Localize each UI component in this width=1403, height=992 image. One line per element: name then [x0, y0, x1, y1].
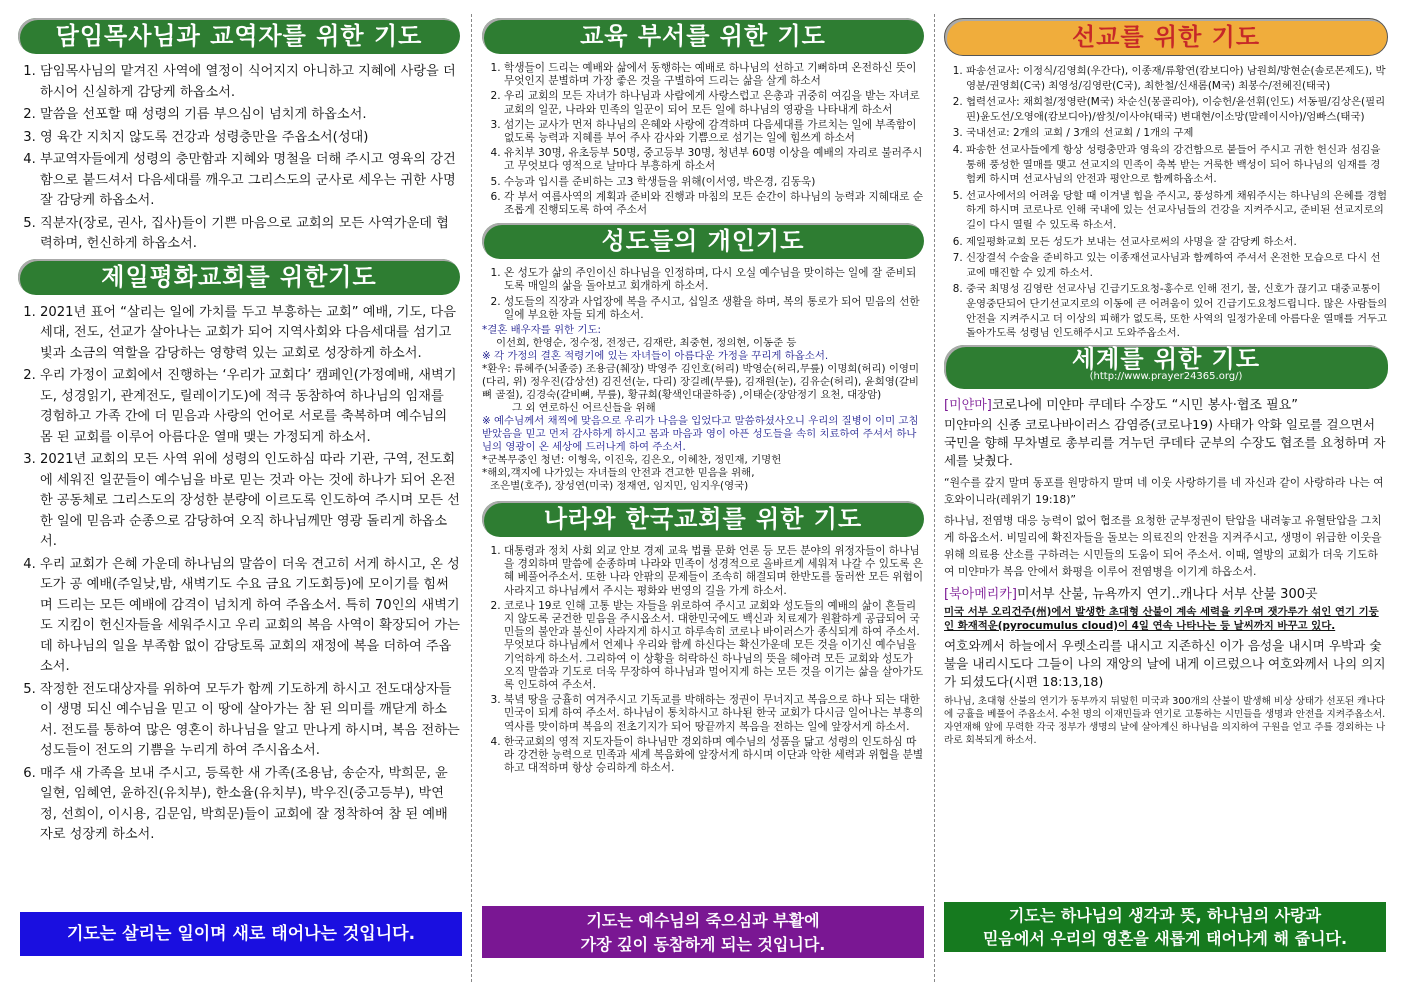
news-namerica-title: [944, 586, 1388, 603]
list-item: 1. 담임목사님의 맡겨진 사역에 열정이 식어지지 아니하고 지혜에 사랑을 더하시어 신실하게 감당케 하옵소서.: [40, 62, 460, 103]
list-item: 2. 협력선교사: 채희철/정영란(M국) 차순신(몽골리아), 이승헌/윤선휘(인도) 서동필/김상은(필리핀)윤도선/오영애(캄보디아)/쌈칫/이사야(태국) 변대현/이소망(말레이시아)/엄빠스(태국): [966, 95, 1388, 124]
list-item: 8. 중국 최명성 김영란 선교사님 긴급기도요청-홍수로 인해 전기, 물, 신호가 끊기고 대중교통이 운영중단되어 단기선교지로의 이동에 큰 어려움이 있어 긴급기도요청드립니다. 많은 사람들의 안전을 지켜주시고 더 이상의 피해가 없도록, 또한 사역의 일정가운데 아름다운 열매를 거두고 돌아가도록 성령님 인도해주시고 도와주옵소서.: [966, 282, 1388, 340]
column-middle: [482, 18, 924, 778]
list-item: 4. 한국교회의 영적 지도자들이 하나님만 경외하며 예수님의 성품을 닮고 성령의 인도하심 따라 강건한 능력으로 민족과 세계 복음화에 앞장서게 하시며 이단과 악한 세력과 위협을 분별하고 대적하며 항상 승리하게 하소서.: [504, 736, 924, 776]
heading-world-title: 세계를 위한 기도: [1072, 344, 1260, 373]
heading-world-prayer: [944, 345, 1388, 389]
list-item: 3. 2021년 교회의 모든 사역 위에 성령의 인도하심 따라 기관, 구역, 전도회에 세워진 일꾼들이 예수님을 바로 믿는 것과 아는 것에 하나가 되어 온전한 공동체로 그리스도의 장성한 분량에 이르도록 인도하여 주시며 모든 선한 일에 믿음과 순종으로 감당하여 오직 하나님께만 영광 돌리게 하옵소서.: [40, 450, 460, 553]
note-line: ※ 각 가정의 결혼 적령기에 있는 자녀들이 아름다운 가정을 꾸리게 하옵소서.: [482, 350, 829, 363]
pastors-prayer-list: [18, 62, 460, 255]
news-verse: “원수를 갚지 말며 동포를 원망하지 말며 네 이웃 사랑하기를 네 자신과 같이 사랑하라 나는 여호와이니라(레위기 19:18)”: [944, 475, 1384, 506]
news-verse: 여호와께서 하늘에서 우렛소리를 내시고 지존하신 이가 음성을 내시며 우박과 숯불을 내리시도다 그들이 나의 재앙의 날에 내게 이르렀으나 여호와께서 나의 의지가 되셨도다(시편 18:13,18): [944, 637, 1386, 689]
list-item: 2. 코로나 19로 인해 고통 받는 자들을 위로하여 주시고 교회와 성도들의 예배의 삶이 흔들리지 않도록 굳건한 믿음을 주시옵소서. 대한민국에도 백신과 치료제가 원활하게 공급되어 국민들의 불안과 불신이 사라지게 하시고 하루속히 코로나 바이러스가 종식되게 하여 주소서. 무엇보다 하나님께서 언제나 우리와 함께 하신다는 확신가운데 모든 것을 이기신 예수님을 기억하게 하소서. 그리하여 이 상황을 허락하신 하나님의 뜻을 헤아려 모든 교회와 성도가 오직 말씀과 기도로 더욱 무장하여 하나님과 멀어지게 하는 모든 것을 이기는 삶을 살아가도록 인도하여 주소서.: [504, 600, 924, 692]
list-item: 3. 북녘 땅을 긍휼히 여겨주시고 기독교를 박해하는 정권이 무너지고 복음으로 하나 되는 대한민국이 되게 하여 주소서. 하나님이 통치하시고 하나된 한국 교회가 다시금 일어나는 부흥의 역사를 맞이하며 복음의 전초기지가 되어 땅끝까지 복음을 전하는 일에 앞장서게 하소서.: [504, 694, 924, 734]
heading-church-prayer: 제일평화교회를 위한기도: [18, 259, 460, 295]
list-item: 2. 말씀을 선포할 때 성령의 기름 부으심이 넘치게 하옵소서.: [40, 105, 460, 126]
education-prayer-list: [482, 62, 924, 217]
list-item: 1. 대통령과 정치 사회 외교 안보 경제 교육 법률 문화 언론 등 모든 분야의 위정자들이 하나님을 경외하며 말씀에 순종하며 나라와 민족이 성경적으로 올바르게 세워져 나갈 수 있도록 은혜 베풀어주소서. 또한 나라 안팎의 문제들이 조속히 해결되며 한반도를 둘러싼 모든 위험이 사라지고 하나님께서 주시는 평화와 번영의 길을 가게 하소서.: [504, 545, 924, 598]
note-line: ※ 예수님께서 채찍에 맞음으로 우리가 나음을 입었다고 말씀하셨사오니 우리의 질병이 이미 고침 받았음을 믿고 먼저 감사하게 하시고 몸과 마음과 영이 아픈 성도들을 속히 치료하여 주셔서 하나님의 영광이 온 세상에 드러나게 하여 주소서.: [482, 415, 919, 454]
column-left: [18, 18, 460, 848]
column-divider: [934, 14, 935, 982]
news-myanmar-title: [944, 397, 1388, 414]
list-item: 2. 우리 교회의 모든 자녀가 하나님과 사람에게 사랑스럽고 은총과 귀중히 여김을 받는 자녀로 교회의 일꾼, 나라와 민족의 일꾼이 되어 모든 일에 하나님의 영광을 나타내게 하소서: [504, 90, 924, 116]
news-prayer: 하나님, 초대형 산불의 연기가 동부까지 뒤덮힌 미국과 300개의 산불이 발생해 비상 상태가 선포된 캐나다에 긍휼을 베풀어 주옵소서. 수천 명의 이재민들과 연기로 고통하는 시민들을 생명과 안전을 지켜주옵소서. 자연재해 앞에 무력한 각국 정부가 생명의 날에 살아계신 하나님을 의지하여 구원을 얻고 주를 경외하는 나라로 회복되게 하소서.: [944, 695, 1386, 746]
list-item: 6. 각 부서 여름사역의 계획과 준비와 진행과 마침의 모든 순간이 하나님의 능력과 지혜대로 순조롭게 진행되도록 하여 주소서: [504, 191, 924, 217]
list-item: 5. 작정한 전도대상자를 위하여 모두가 함께 기도하게 하시고 전도대상자들이 생명 되신 예수님을 믿고 이 땅에 살아가는 참 된 의미를 깨닫게 하소서. 전도를 통하여 많은 영혼이 하나님을 알고 만나게 하시며, 복음 전하는 성도들이 전도의 기쁨을 누리게 하여 주시옵소서.: [40, 680, 460, 762]
news-headline: 미서부 산불, 뉴욕까지 연기..캐나다 서부 산불 300곳: [1016, 586, 1318, 602]
list-item: 6. 매주 새 가족을 보내 주시고, 등록한 새 가족(조용남, 송순자, 박희문, 윤일현, 임혜연, 윤하진(유치부), 한소율(유치부), 박우진(중고등부), 박연정, 선희이, 이시용, 김문임, 박희문)들이 교회에 잘 정착하여 참 된 예배자로 성장케 하소서.: [40, 764, 460, 846]
footer-banner-left: 기도는 살리는 일이며 새로 태어나는 것입니다.: [20, 912, 462, 956]
list-item: 1. 온 성도가 삶의 주인이신 하나님을 인정하며, 다시 오실 예수님을 맞이하는 일에 잘 준비되도록 매일의 삶을 돌아보고 회개하게 하소서.: [504, 267, 924, 293]
note-line: 그 외 연로하신 어르신들을 위해: [512, 402, 656, 415]
list-item: 4. 파송한 선교사들에게 항상 성령충만과 영육의 강건함으로 붙들어 주시고 귀한 헌신과 섬김을 통해 풍성한 열매를 맺고 선교지의 민족이 축복 받는 거룩한 백성이 되어 하나님의 임재를 경험케 하시며 선교사님의 안전과 평안으로 함께하옵소서.: [966, 143, 1388, 187]
note-line: *환우: 류혜주(뇌졸증) 조용금(췌장) 박영주 김인호(허리) 박영순(허리,무릎) 이명희(허리) 이영미(다리, 위) 정우진(갑상선) 김진선(눈, 다리) 장길례(무릎), 김재원(눈), 김유순(허리), 윤희영(갈비뼈 골절), 김경숙(갈비뼈, 무릎), 황규희(황색인대골하증) ,이태순(장암정기 요천, 대장암): [482, 363, 919, 402]
list-item: 3. 섬기는 교사가 먼저 하나님의 은혜와 사랑에 감격하며 다음세대를 가르치는 일에 부족함이 없도록 능력과 지혜를 부어 주사 감사와 기쁨으로 섬기는 일에 힘쓰게 하소서: [504, 119, 924, 145]
church-prayer-list: [18, 303, 460, 846]
news-headline: 코로나에 미얀마 쿠데타 수장도 “시민 봉사·협조 필요”: [991, 397, 1298, 413]
banner-line: 기도는 예수님의 죽으심과 부활에: [586, 911, 820, 930]
note-line: *결혼 배우자를 위한 기도:: [482, 324, 601, 337]
list-item: 2. 성도들의 직장과 사업장에 복을 주시고, 십일조 생활을 하며, 복의 통로가 되어 믿음의 선한 일에 부요한 자들 되게 하소서.: [504, 296, 924, 322]
nation-prayer-list: [482, 545, 924, 775]
list-item: 2. 우리 가정이 교회에서 진행하는 ‘우리가 교회다’ 캠페인(가정예배, 새벽기도, 성경읽기, 관계전도, 릴레이기도)에 적극 동참하여 하나님의 임재를 경험하고 가족 간에 더 믿음과 사랑의 언어로 서로를 축복하며 예수님의 몸 된 교회를 이루어 아름다운 열매 맺는 가정되게 하소서.: [40, 366, 460, 448]
heading-mission-prayer: 선교를 위한 기도: [944, 18, 1388, 56]
note-line: *해외,객지에 나가있는 자녀들의 안전과 견고한 믿음을 위해,: [482, 467, 755, 480]
note-line: *군복무중인 청년: 이형욱, 이진욱, 김은오, 이혜찬, 정민재, 기명헌: [482, 454, 782, 467]
list-item: 3. 국내선교: 2개의 교회 / 3개의 선교회 / 1개의 구제: [966, 126, 1388, 141]
mission-prayer-list: [944, 64, 1388, 341]
list-item: 4. 유치부 30명, 유초등부 50명, 중고등부 30명, 청년부 60명 이상을 예배의 자리로 불러주시고 무엇보다 영적으로 날마다 부흥하게 하소서: [504, 147, 924, 173]
list-item: 1. 학생들이 드리는 예배와 삶에서 동행하는 예배로 하나님의 선하고 기뻐하며 온전하신 뜻이 무엇인지 분별하며 가장 좋은 것을 구별하여 드리는 삶을 살게 하소서: [504, 62, 924, 88]
list-item: 1. 파송선교사: 이정식/김영희(우간다), 이종재/류황연(캄보디아) 남원희/방현순(솔로몬제도), 박영분/권영희(C국) 최영성/김영란(C국), 최한철/신새롬(M국) 최봉수/전혜진(태국): [966, 64, 1388, 93]
list-item: 4. 우리 교회가 은혜 가운데 하나님의 말씀이 더욱 견고히 서게 하시고, 온 성도가 공 예배(주일낮,밤, 새벽기도 수요 금요 기도회등)에 모이기를 힘써며 드리는 모든 예배에 감격이 넘치게 하여 주옵소서. 특히 70인의 새벽기도 지킴이 헌신자들을 세워주시고 우리 교회의 복음 사역이 확장되어 가는데 하나님의 일을 부족함 없이 감당토록 교회의 재정에 복을 더하여 주옵소서.: [40, 555, 460, 678]
heading-nation-prayer: 나라와 한국교회를 위한 기도: [482, 501, 924, 537]
prayer-website-url: (http://www.prayer24365.org/): [1089, 370, 1243, 382]
news-tag: [북아메리카]: [944, 586, 1017, 602]
news-tag: [미얀마]: [944, 397, 992, 413]
note-line: 조은별(호주), 장성연(미국) 정재연, 임지민, 임지우(영국): [490, 480, 749, 493]
news-prayer: 하나님, 전염병 대응 능력이 없어 협조를 요청한 군부정권이 탄압을 내려놓고 유혈탄압을 그치게 하옵소서. 비밀리에 확진자들을 돌보는 의료진의 안전을 지켜주시고, 생명이 위급한 이웃을 위해 의료용 산소를 구하려는 시민들의 도움이 되어 주소서. 이때, 열방의 교회가 더욱 기도하여 미얀마가 복음 안에서 화평을 이루어 전염병을 이기게 하옵소서.: [944, 513, 1382, 578]
news-body: 미얀마의 신종 코로나바이러스 감염증(코로나19) 사태가 악화 일로를 걸으면서 국민을 향해 무차별로 총부리를 겨누던 쿠데타 군부의 수장도 협조를 요청하며 자세를 낮췄다.: [944, 416, 1386, 468]
footer-banner-middle: [482, 906, 924, 958]
list-item: 4. 부교역자들에게 성령의 충만함과 지혜와 명철을 더해 주시고 영육의 강건함으로 붙드셔서 다음세대를 깨우고 그리스도의 군사로 세우는 귀한 사명 잘 감당케 하옵소서.: [40, 150, 460, 212]
list-item: 1. 2021년 표어 “살리는 일에 가치를 두고 부흥하는 교회” 예배, 기도, 다음세대, 전도, 선교가 살아나는 교회가 되어 지역사회와 다음세대를 섬기고 빛과 소금의 역할을 감당하는 영향력 있는 교회로 성장하게 하소서.: [40, 303, 460, 365]
banner-line: 기도는 하나님의 생각과 뜻, 하나님의 사랑과: [1008, 906, 1322, 925]
list-item: 5. 선교사에서의 어려움 당할 때 이겨낼 힘을 주시고, 풍성하게 채워주시는 하나님의 은혜를 경험하게 하시며 코로나로 인해 국내에 있는 선교사님들의 건강을 지켜주시고, 준비된 선교지로의 길이 다시 열릴 수 있도록 하소서.: [966, 189, 1388, 233]
column-divider: [471, 14, 472, 982]
list-item: 3. 영 육간 지치지 않도록 건강과 성령충만을 주옵소서(성대): [40, 128, 460, 149]
list-item: 5. 수능과 입시를 준비하는 고3 학생들을 위해(이서영, 박은경, 김동욱): [504, 176, 924, 189]
note-line: 이선희, 한영순, 정수정, 전정근, 김재란, 최중현, 정의현, 이동준 등: [496, 337, 797, 350]
list-item: 6. 제일평화교회 모든 성도가 보내는 선교사로써의 사명을 잘 감당케 하소서.: [966, 235, 1388, 250]
list-item: 7. 신장결석 수술을 준비하고 있는 이종재선교사님과 함께하여 주셔서 온전한 모습으로 다시 선교에 매진할 수 있게 하소서.: [966, 251, 1388, 280]
banner-line: 믿음에서 우리의 영혼을 새롭게 태어나게 해 줍니다.: [982, 929, 1348, 948]
list-item: 5. 직분자(장로, 권사, 집사)들이 기쁜 마음으로 교회의 모든 사역가운데 협력하며, 헌신하게 하옵소서.: [40, 214, 460, 255]
footer-banner-right: [944, 902, 1386, 952]
news-body: 미국 서부 오리건주(州)에서 발생한 초대형 산불이 계속 세력을 키우며 잿가루가 섞인 연기 기둥인 화재적운(pyrocumulus cloud)이 4일 연속 나타나는 등 날씨까지 바꾸고 있다.: [944, 605, 1379, 632]
heading-pastors-prayer: 담임목사님과 교역자를 위한 기도: [18, 18, 460, 54]
heading-personal-prayer: 성도들의 개인기도: [482, 223, 924, 259]
column-right: [944, 18, 1388, 751]
heading-education-prayer: 교육 부서를 위한 기도: [482, 18, 924, 54]
personal-prayer-list: [482, 267, 924, 322]
banner-line: 가장 깊이 동참하게 되는 것입니다.: [580, 935, 826, 954]
